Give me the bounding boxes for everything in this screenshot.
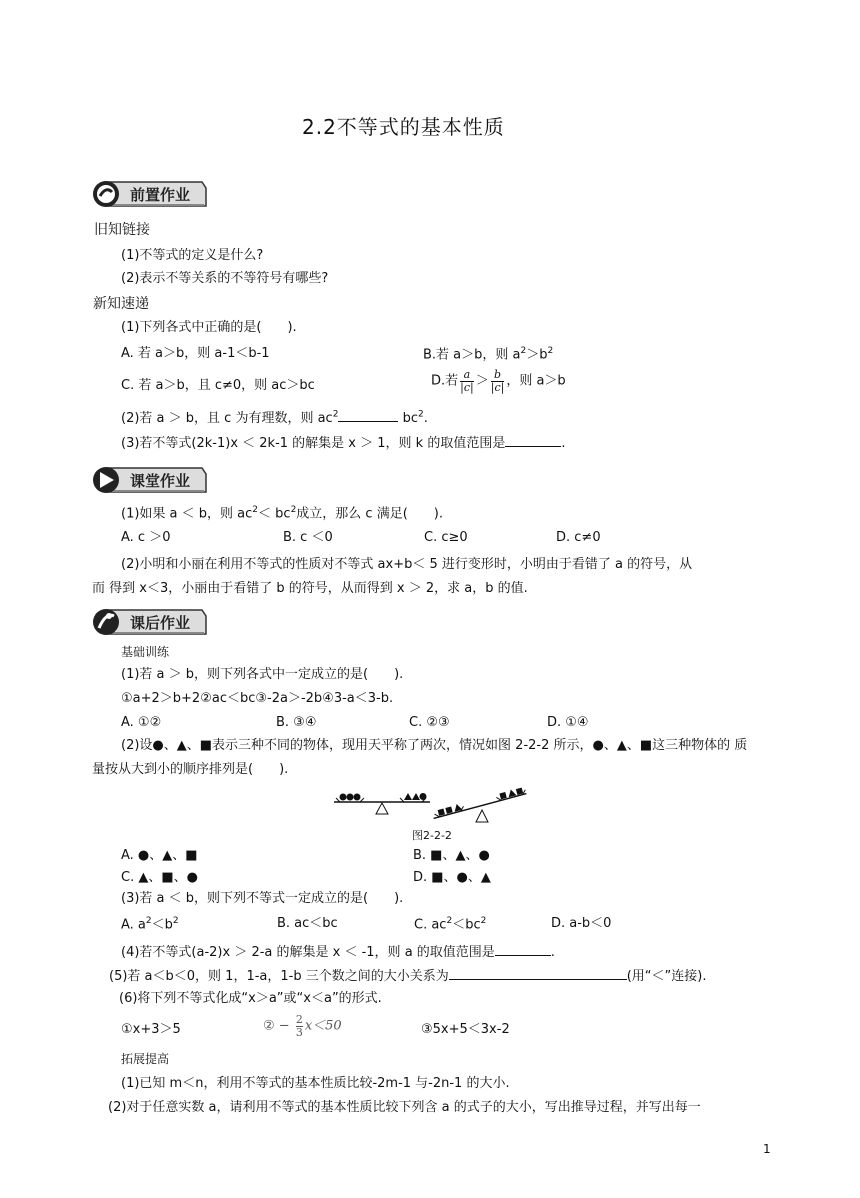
new-q1-option-b-pre: B.若 a＞b，则 a xyxy=(423,347,521,363)
after-q2-option-a: A. ●、▲、■ xyxy=(121,848,198,863)
new-q1-option-b xyxy=(423,346,553,363)
after-question-5 xyxy=(109,967,706,985)
class-q1-option-c: C. c≥0 xyxy=(424,530,468,545)
after-question-2-line-2: 量按从大到小的顺序排列是( ). xyxy=(92,762,289,777)
sup-2: 2 xyxy=(145,916,152,926)
extension-question-2: (2)对于任意实数 a，请利用不等式的基本性质比较下列含 a 的式子的大小，写出推导过程，并写出每一 xyxy=(108,1100,701,1115)
after-q1-option-c: C. ②③ xyxy=(409,715,450,730)
new-q1-option-b-mid: ＞b xyxy=(526,347,548,363)
after-q3-c-mid: ＜bc xyxy=(452,917,481,933)
banner-pre-label: 前置作业 xyxy=(130,186,191,204)
class-q1-mid: ＜ bc xyxy=(258,506,291,522)
after-q1-items: ①a+2＞b+2②ac＜bc③-2a＞-2b④3-a＜3-b. xyxy=(121,691,394,706)
sup-2: 2 xyxy=(252,505,259,515)
pre-question-2: (2)表示不等关系的不等符号有哪些? xyxy=(121,271,329,286)
after-q2-option-d: D. ■、●、▲ xyxy=(413,870,491,885)
new-q3-post: . xyxy=(561,436,566,451)
extension-question-1: (1)已知 m＜n，利用不等式的基本性质比较-2m-1 与-2n-1 的大小. xyxy=(121,1076,510,1091)
new-q2-post: bc xyxy=(402,411,418,426)
sup-2: 2 xyxy=(446,916,453,926)
after-q3-a-mid: ＜b xyxy=(151,917,173,933)
after-q5-post: (用“＜”连接). xyxy=(626,969,707,984)
after-q3-option-d: D. a-b＜0 xyxy=(551,916,612,931)
after-q6-item-2: ② − $\frac{2}{3}$ x＜50 xyxy=(263,1013,342,1039)
after-question-3: (3)若 a ＜ b，则下列不等式一定成立的是( ). xyxy=(121,891,404,906)
after-q6-2-pre: ② xyxy=(263,1018,275,1034)
answer-blank xyxy=(338,409,398,422)
new-knowledge-header: 新知速递 xyxy=(93,296,149,312)
new-q1-option-d-post: ，则 a＞b xyxy=(506,373,566,389)
after-q6-item-1: ①x+3＞5 xyxy=(121,1022,181,1037)
after-q4-pre: (4)若不等式(a-2)x ＞ 2-a 的解集是 x ＜ -1，则 a 的取值范围是 xyxy=(121,945,495,960)
new-question-1: (1)下列各式中正确的是( ). xyxy=(121,320,297,335)
answer-blank xyxy=(495,943,551,956)
class-question-2-line-1: (2)小明和小丽在利用不等式的性质对不等式 ax+b＜ 5 进行变形时，小明由于看错了 a 的符号，从 xyxy=(121,557,693,572)
new-question-2: (2)若 a ＞ b，且 c 为有理数，则 $ac^2$ $bc^2$. xyxy=(121,409,428,426)
after-q3-option-b: B. ac＜bc xyxy=(277,916,338,931)
after-q2-option-b: B. ■、▲、● xyxy=(413,848,490,863)
balance-scale-2 xyxy=(432,786,527,819)
answer-blank xyxy=(449,967,627,980)
after-q4-post: . xyxy=(550,945,555,960)
after-q3-a-pre: A. a xyxy=(121,917,146,933)
after-q1-option-d: D. ①④ xyxy=(547,715,589,730)
banner-after-label: 课后作业 xyxy=(130,614,191,632)
balance-scale-figure xyxy=(330,780,530,828)
fraction-2-over-3: $\frac{2}{3}$ xyxy=(295,1013,303,1039)
after-question-1: (1)若 a ＞ b，则下列各式中一定成立的是( ). xyxy=(121,667,404,682)
class-q1-option-a: A. c ＞0 xyxy=(121,530,171,545)
fraction-a-over-c: $\frac{a}{|c|}$ xyxy=(460,368,474,394)
new-q1-option-d: D.若 $\frac{a}{|c|}$ ＞ $\frac{b}{|c|}$ ，则 a＞b xyxy=(431,368,566,394)
class-q1-option-b: B. c ＜0 xyxy=(283,530,333,545)
class-question-1 xyxy=(121,505,443,522)
after-question-2-line-1: (2)设●、▲、■表示三种不同的物体，现用天平称了两次，情况如图 2-2-2 所示，●、▲、■这三种物体的 质 xyxy=(121,738,748,753)
after-q3-c-pre: C. ac xyxy=(414,917,447,933)
banner-class-label: 课堂作业 xyxy=(130,472,191,490)
section-banner-class xyxy=(90,464,208,496)
class-question-2-line-2: 而 得到 x＜3，小丽由于看错了 b 的符号，从而得到 x ＞ 2，求 a，b 的值. xyxy=(92,581,528,596)
after-q1-option-b: B. ③④ xyxy=(276,715,317,730)
fraction-b-over-c: $\frac{b}{|c|}$ xyxy=(490,368,505,394)
extension-header: 拓展提高 xyxy=(121,1052,170,1066)
class-q1-pre: (1)如果 a ＜ b，则 ac xyxy=(121,506,253,522)
page-title: 2.2不等式的基本性质 xyxy=(302,115,505,139)
balance-scale-2-pivot xyxy=(476,810,488,822)
after-q3-option-a xyxy=(121,916,179,933)
sup-2: 2 xyxy=(417,409,424,420)
balance-scale-1 xyxy=(334,793,430,814)
sup-2: 2 xyxy=(332,409,339,420)
figure-caption: 图2-2-2 xyxy=(412,829,452,842)
after-question-6: (6)将下列不等式化成“x＞a”或“x＜a”的形式. xyxy=(119,991,382,1006)
answer-blank xyxy=(505,434,561,447)
section-banner-pre xyxy=(90,178,208,210)
sup-2: 2 xyxy=(480,916,487,926)
new-q1-option-c: C. 若 a＞b，且 c≠0，则 ac＞bc xyxy=(121,378,315,393)
new-q3-pre: (3)若不等式(2k-1)x ＜ 2k-1 的解集是 x ＞ 1，则 k 的取值范围是 xyxy=(121,436,506,451)
after-q2-option-c: C. ▲、■、● xyxy=(121,870,198,885)
basic-training-header: 基础训练 xyxy=(121,645,170,659)
pre-question-1: (1)不等式的定义是什么? xyxy=(121,248,264,263)
sup-2: 2 xyxy=(520,346,527,356)
after-q3-option-c xyxy=(414,916,486,933)
sup-2: 2 xyxy=(290,505,297,515)
new-q1-option-a: A. 若 a＞b，则 a-1＜b-1 xyxy=(121,346,270,361)
old-knowledge-header: 旧知链接 xyxy=(94,222,150,238)
after-q6-item-3: ③5x+5＜3x-2 xyxy=(421,1022,510,1037)
after-q1-option-a: A. ①② xyxy=(121,715,162,730)
after-question-4 xyxy=(121,943,555,961)
new-question-3 xyxy=(121,434,565,452)
after-q6-2-post: x＜50 xyxy=(304,1018,342,1034)
class-q1-option-d: D. c≠0 xyxy=(556,530,601,545)
section-banner-after xyxy=(90,606,208,638)
sup-2: 2 xyxy=(172,916,179,926)
new-q2-pre: (2)若 a ＞ b，且 c 为有理数，则 ac xyxy=(121,411,333,426)
sup-2: 2 xyxy=(547,346,554,356)
after-q5-pre: (5)若 a＜b＜0，则 1，1-a，1-b 三个数之间的大小关系为 xyxy=(109,969,449,984)
new-q1-option-d-pre: D.若 xyxy=(431,373,459,389)
class-q1-post: 成立，那么 c 满足( ). xyxy=(296,506,443,522)
page-number: 1 xyxy=(763,1142,771,1156)
